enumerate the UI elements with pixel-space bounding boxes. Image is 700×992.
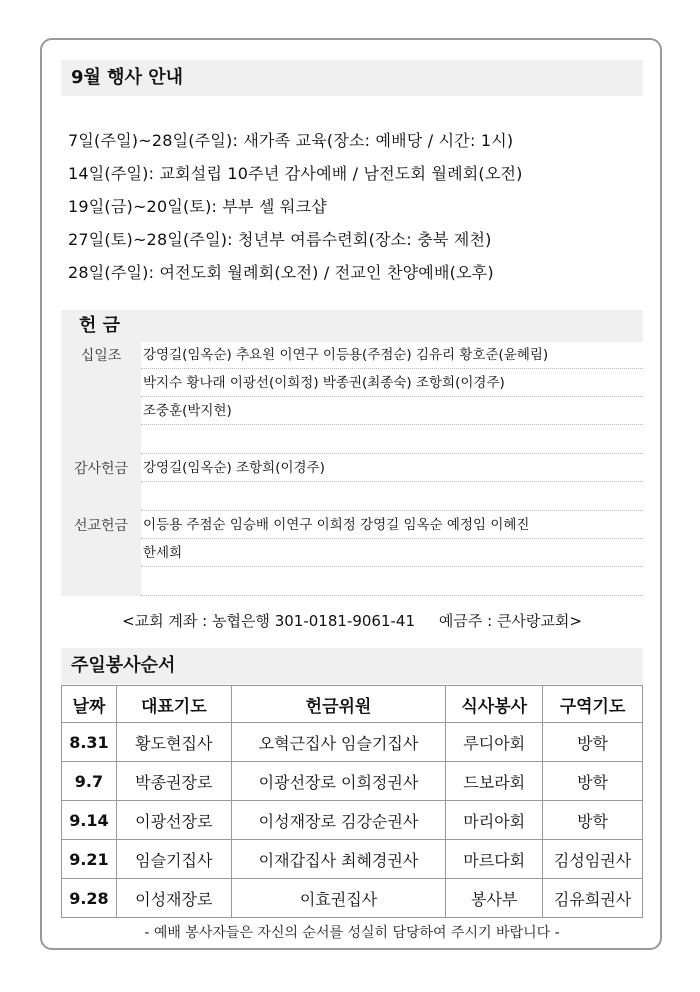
header-date: 날짜 [62, 686, 117, 723]
cell-district: 김성임권사 [543, 840, 643, 879]
duty-table [61, 685, 643, 918]
offering-group-thanks [61, 454, 643, 511]
offering-names [141, 425, 643, 454]
offering-group-tithe [61, 341, 643, 454]
cell-district: 방학 [543, 723, 643, 762]
cell-date: 9.7 [62, 762, 117, 801]
cell-offering: 이광선장로 이희정권사 [231, 762, 446, 801]
offering-group-mission [61, 511, 643, 596]
cell-district: 방학 [543, 762, 643, 801]
event-item: 27일(토)~28일(주일): 청년부 여름수련회(장소: 충북 제천) [68, 230, 492, 249]
cell-offering: 이효권집사 [231, 879, 446, 918]
table-row [62, 801, 643, 840]
header-prayer: 대표기도 [116, 686, 231, 723]
offering-label: 선교헌금 [61, 511, 141, 596]
event-item: 19일(금)~20일(토): 부부 셀 워크샵 [68, 197, 327, 216]
event-item: 7일(주일)~28일(주일): 새가족 교육(장소: 예배당 / 시간: 1시) [68, 131, 514, 150]
offering-list [61, 341, 643, 596]
duty-title: 주일봉사순서 [61, 648, 643, 684]
header-meal: 식사봉사 [446, 686, 543, 723]
table-row [62, 762, 643, 801]
cell-district: 김유희권사 [543, 879, 643, 918]
cell-meal: 드보라회 [446, 762, 543, 801]
cell-meal: 마리아회 [446, 801, 543, 840]
cell-meal: 루디아회 [446, 723, 543, 762]
cell-date: 8.31 [62, 723, 117, 762]
events-list [68, 124, 648, 289]
cell-meal: 봉사부 [446, 879, 543, 918]
cell-prayer: 황도현집사 [116, 723, 231, 762]
offering-names [141, 567, 643, 596]
offering-names: 박지수 황나래 이광선(이희정) 박종권(최종숙) 조항희(이경주) [141, 369, 643, 397]
offering-names: 강영길(임옥순) 추요원 이연구 이등용(주점순) 김유리 황호준(윤혜림) [141, 341, 643, 369]
table-row [62, 879, 643, 918]
offering-names [141, 482, 643, 511]
table-row [62, 723, 643, 762]
duty-note: - 예배 봉사자들은 자신의 순서를 성실히 담당하여 주시기 바랍니다 - [144, 925, 560, 941]
cell-prayer: 이광선장로 [116, 801, 231, 840]
cell-offering: 오혁근집사 임슬기집사 [231, 723, 446, 762]
table-row [62, 840, 643, 879]
offering-names: 이등용 주점순 임승배 이연구 이희정 강영길 임옥순 예정임 이혜진 [141, 511, 643, 539]
offering-label: 십일조 [61, 341, 141, 454]
cell-meal: 마르다회 [446, 840, 543, 879]
header-offering: 헌금위원 [231, 686, 446, 723]
offering-label: 감사헌금 [61, 454, 141, 511]
cell-district: 방학 [543, 801, 643, 840]
cell-date: 9.21 [62, 840, 117, 879]
cell-prayer: 박종권장로 [116, 762, 231, 801]
cell-prayer: 이성재장로 [116, 879, 231, 918]
offering-title: 헌 금 [61, 310, 643, 342]
cell-date: 9.14 [62, 801, 117, 840]
header-district: 구역기도 [543, 686, 643, 723]
offering-names: 한세희 [141, 539, 643, 567]
event-item: 28일(주일): 여전도회 월례회(오전) / 전교인 찬양예배(오후) [68, 263, 494, 282]
church-account: <교회 계좌 : 농협은행 301-0181-9061-41 예금주 : 큰사랑교회> [122, 612, 582, 630]
cell-prayer: 임슬기집사 [116, 840, 231, 879]
cell-offering: 이성재장로 김강순권사 [231, 801, 446, 840]
offering-names: 강영길(임옥순) 조항희(이경주) [141, 454, 643, 482]
event-item: 14일(주일): 교회설립 10주년 감사예배 / 남전도회 월례회(오전) [68, 164, 523, 183]
table-header-row [62, 686, 643, 723]
cell-date: 9.28 [62, 879, 117, 918]
offering-names: 조중훈(박지현) [141, 397, 643, 425]
cell-offering: 이재갑집사 최혜경권사 [231, 840, 446, 879]
events-title: 9월 행사 안내 [61, 60, 643, 96]
